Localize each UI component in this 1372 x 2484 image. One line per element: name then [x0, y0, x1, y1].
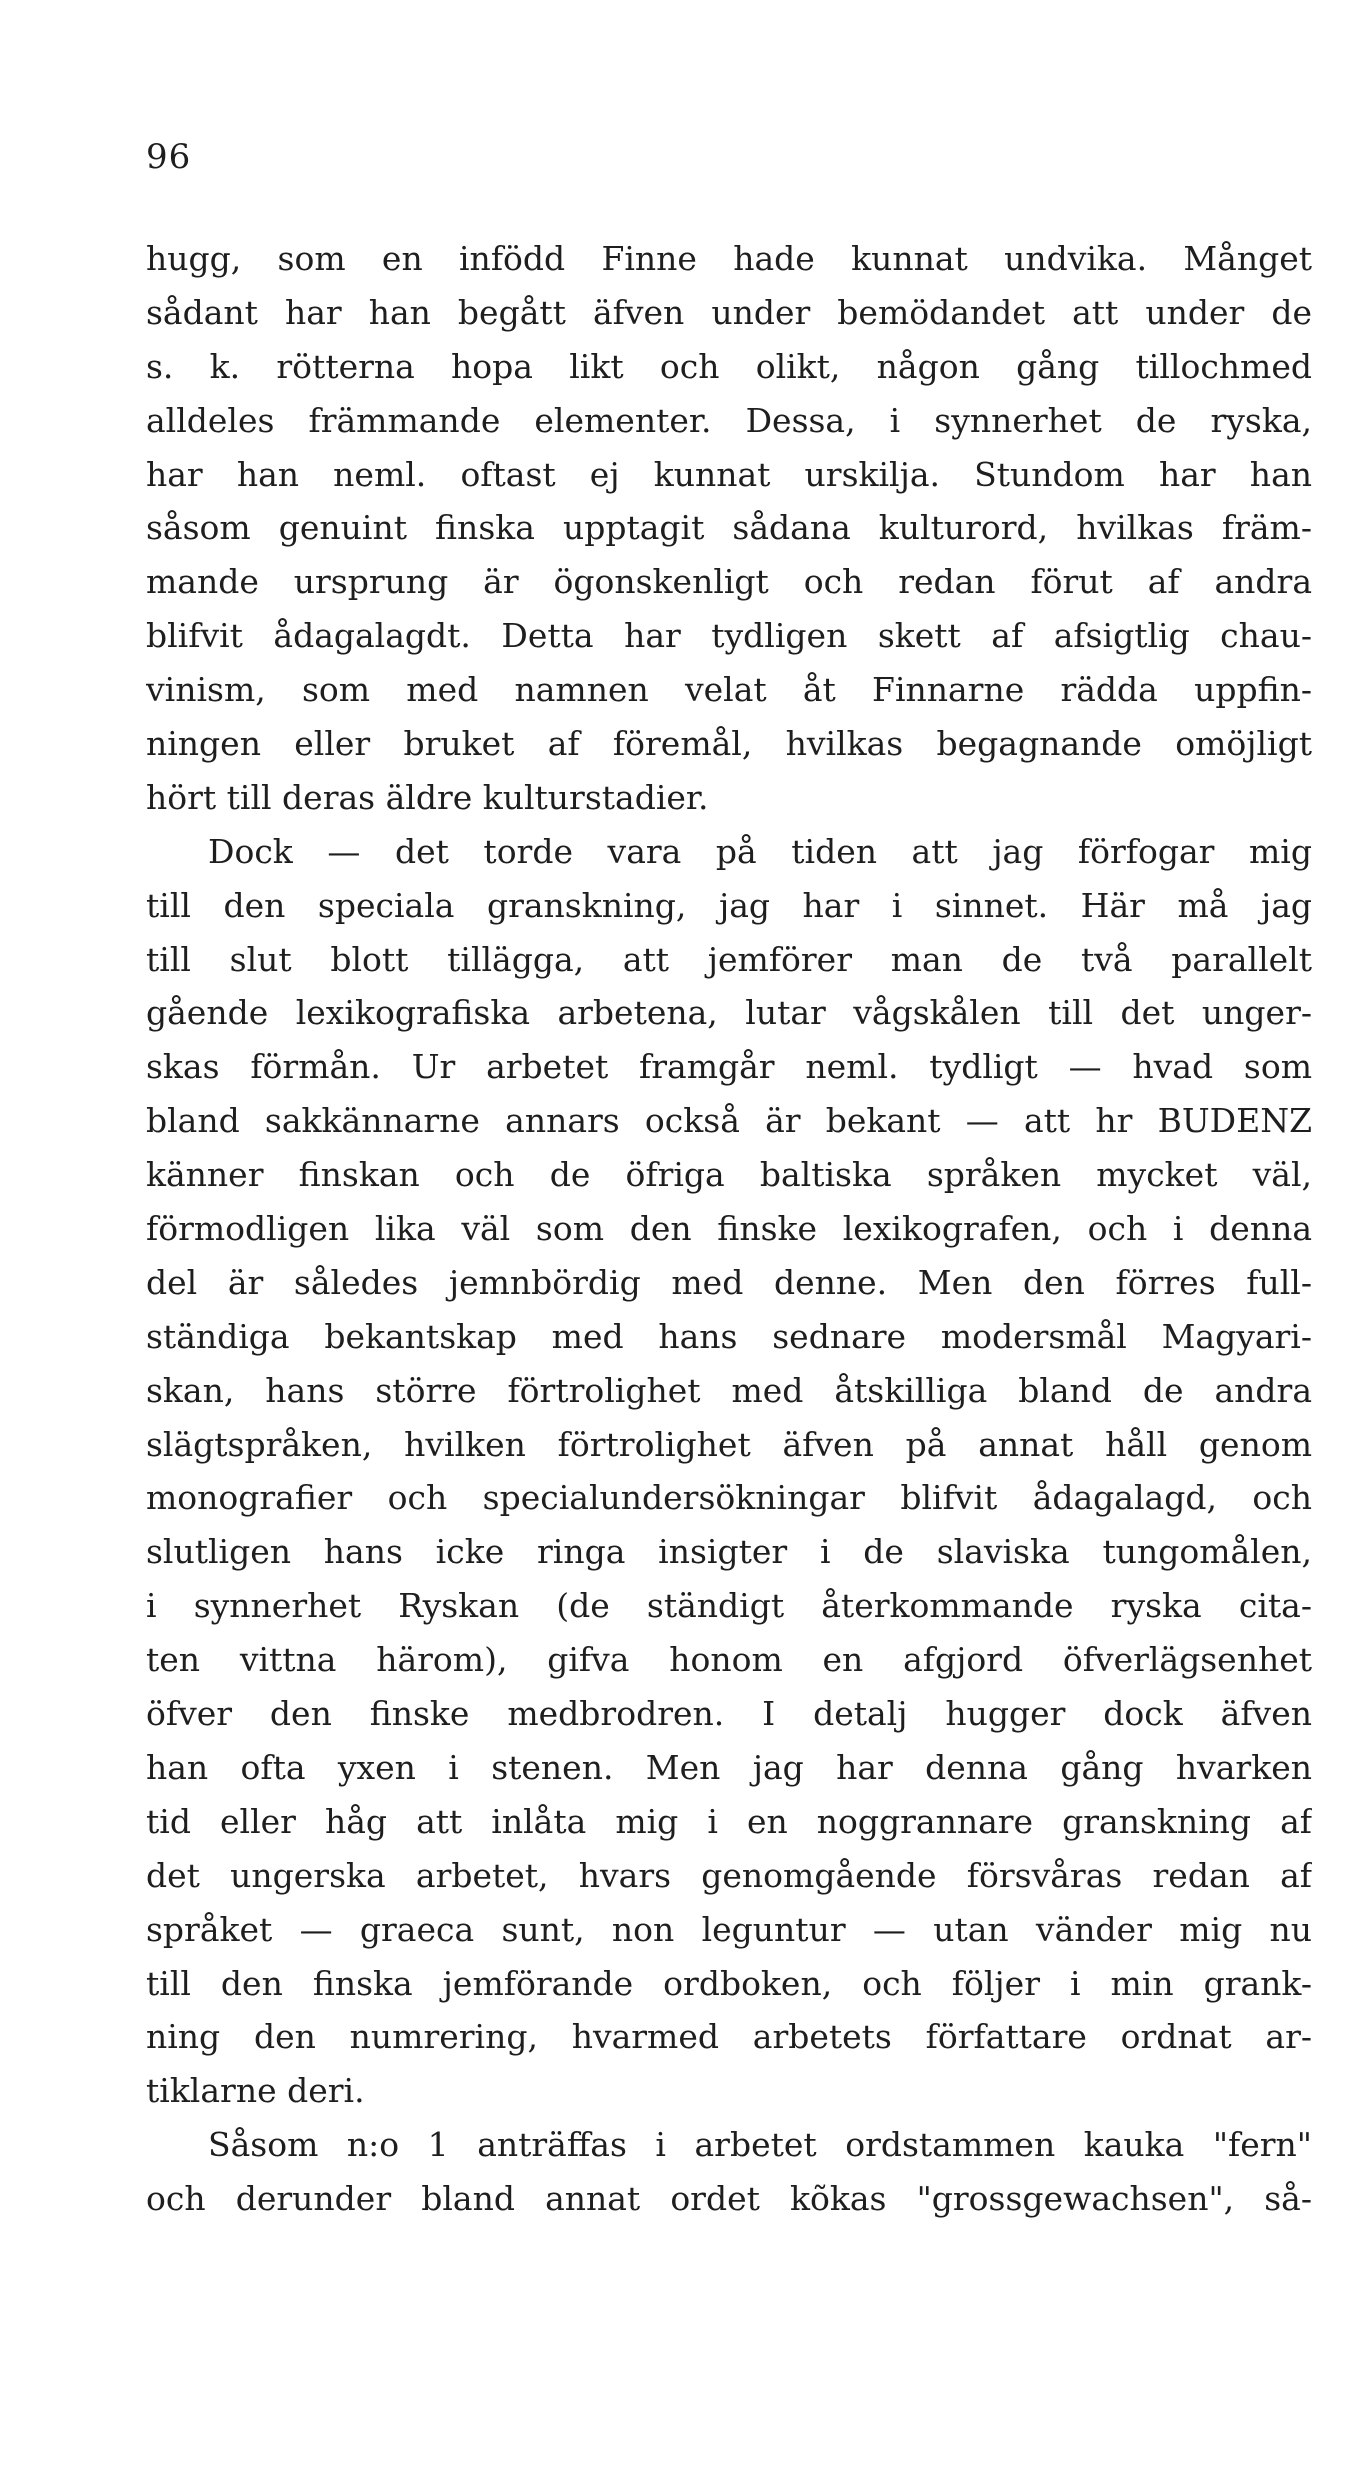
text-line: öfver den finske medbrodren. I detalj hugger dock äfven	[146, 1694, 1312, 1734]
text-line: sådant har han begått äfven under bemödandet att under de	[146, 292, 1312, 332]
text-line: tid eller håg att inlåta mig i en noggrannare granskning af	[146, 1801, 1312, 1841]
text-line: och derunder bland annat ordet kõkas "grossgewachsen", så-	[146, 2179, 1312, 2219]
text-line: till den finska jemförande ordboken, och följer i min grank-	[146, 1963, 1312, 2003]
text-line: ningen eller bruket af föremål, hvilkas begagnande omöjligt	[146, 724, 1312, 764]
text-line: det ungerska arbetet, hvars genomgående försvåras redan af	[146, 1855, 1312, 1895]
text-line: ten vittna härom), gifva honom en afgjord öfverlägsenhet	[146, 1640, 1312, 1680]
text-line: förmodligen lika väl som den finske lexikografen, och i denna	[146, 1209, 1312, 1249]
text-line: gående lexikografiska arbetena, lutar vågskålen till det unger-	[146, 993, 1312, 1033]
text-line: skas förmån. Ur arbetet framgår neml. tydligt — hvad som	[146, 1047, 1312, 1087]
text-line: monografier och specialundersökningar blifvit ådagalagd, och	[146, 1478, 1312, 1518]
body-text	[146, 232, 1312, 2226]
text-line: i synnerhet Ryskan (de ständigt återkommande ryska cita-	[146, 1586, 1312, 1626]
text-line: alldeles främmande elementer. Dessa, i synnerhet de ryska,	[146, 400, 1312, 440]
text-line: hugg, som en infödd Finne hade kunnat undvika. Månget	[146, 239, 1312, 278]
text-line: han ofta yxen i stenen. Men jag har denna gång hvarken	[146, 1747, 1312, 1787]
text-line: tiklarne deri.	[146, 2071, 365, 2111]
text-line: känner finskan och de öfriga baltiska språken mycket väl,	[146, 1155, 1312, 1195]
text-line: vinism, som med namnen velat åt Finnarne rädda uppfin-	[146, 670, 1312, 710]
text-line: Såsom n:o 1 anträffas i arbetet ordstammen kauka "fern"	[208, 2125, 1312, 2165]
text-line: slutligen hans icke ringa insigter i de slaviska tungomålen,	[146, 1532, 1312, 1572]
text-line: hört till deras äldre kulturstadier.	[146, 777, 709, 817]
text-line: till slut blott tillägga, att jemförer man de två parallelt	[146, 939, 1312, 979]
text-line: bland sakkännarne annars också är bekant — att hr BUDENZ	[146, 1101, 1312, 1141]
text-line: till den speciala granskning, jag har i sinnet. Här må jag	[146, 885, 1312, 925]
text-line: del är således jemnbördig med denne. Men den förres full-	[146, 1262, 1312, 1302]
text-line: slägtspråken, hvilken förtrolighet äfven på annat håll genom	[146, 1424, 1312, 1464]
text-line: mande ursprung är ögonskenligt och redan förut af andra	[146, 562, 1312, 602]
page-number: 96	[146, 137, 192, 177]
text-line: s. k. rötterna hopa likt och olikt, någon gång tillochmed	[146, 346, 1312, 386]
text-line: såsom genuint finska upptagit sådana kulturord, hvilkas främ-	[146, 508, 1312, 548]
text-line: Dock — det torde vara på tiden att jag förfogar mig	[208, 831, 1312, 871]
text-line: har han neml. oftast ej kunnat urskilja. Stundom har han	[146, 454, 1312, 494]
text-line: skan, hans större förtrolighet med åtskilliga bland de andra	[146, 1370, 1312, 1410]
text-line: språket — graeca sunt, non leguntur — utan vänder mig nu	[146, 1909, 1312, 1949]
text-line: ständiga bekantskap med hans sednare modersmål Magyari-	[146, 1316, 1312, 1356]
text-line: blifvit ådagalagdt. Detta har tydligen skett af afsigtlig chau-	[146, 616, 1312, 656]
text-line: ning den numrering, hvarmed arbetets författare ordnat ar-	[146, 2017, 1312, 2057]
